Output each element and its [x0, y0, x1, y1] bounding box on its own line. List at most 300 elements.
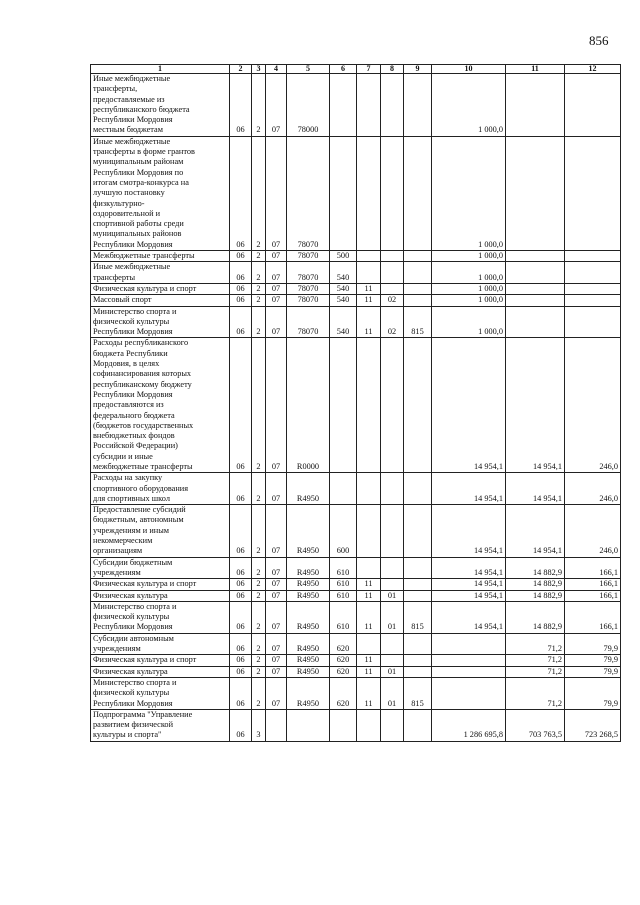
row-label: [91, 295, 230, 306]
cell-col-9: [404, 655, 432, 666]
row-label: [91, 74, 230, 137]
row-label-line: Физическая культура и спорт: [93, 579, 197, 589]
row-label-line: Физическая культура: [93, 590, 168, 600]
cell-col-2: 06: [230, 557, 252, 579]
cell-col-3: 2: [252, 473, 266, 505]
row-label-line: оздоровительной и: [93, 208, 161, 218]
cell-col-11: [506, 283, 565, 294]
cell-col-5: R4950: [287, 590, 330, 601]
column-header-1: 1: [91, 65, 230, 74]
row-label-line: федерального бюджета: [93, 410, 175, 420]
cell-col-4: 07: [266, 505, 287, 557]
cell-col-3: 2: [252, 677, 266, 709]
row-label-line: развитием физической: [93, 720, 174, 730]
cell-col-8: [381, 283, 404, 294]
cell-col-6: [330, 709, 357, 741]
cell-col-4: 07: [266, 283, 287, 294]
cell-col-10: 1 000,0: [432, 262, 506, 284]
table-row: [91, 579, 621, 590]
cell-col-7: 11: [357, 677, 381, 709]
cell-col-9: [404, 579, 432, 590]
cell-col-8: [381, 262, 404, 284]
cell-col-7: 11: [357, 590, 381, 601]
row-label-line: учреждениям: [93, 567, 141, 577]
row-label: [91, 677, 230, 709]
row-label: [91, 473, 230, 505]
row-label-line: физкультурно-: [93, 198, 145, 208]
cell-col-9: [404, 74, 432, 137]
row-label: [91, 262, 230, 284]
column-header-10: 10: [432, 65, 506, 74]
cell-col-12: [565, 251, 621, 262]
row-label: [91, 633, 230, 655]
cell-col-6: 620: [330, 633, 357, 655]
row-label: [91, 557, 230, 579]
cell-col-2: 06: [230, 136, 252, 250]
cell-col-7: 11: [357, 666, 381, 677]
cell-col-2: 06: [230, 677, 252, 709]
cell-col-8: [381, 338, 404, 473]
row-label-line: муниципальным районам: [93, 157, 184, 167]
cell-col-5: R4950: [287, 557, 330, 579]
cell-col-12: [565, 295, 621, 306]
row-label-line: Иные межбюджетные: [93, 262, 171, 272]
row-label-line: Физическая культура и спорт: [93, 655, 197, 665]
cell-col-9: 815: [404, 306, 432, 338]
row-label-line: местным бюджетам: [93, 125, 163, 135]
cell-col-5: R4950: [287, 579, 330, 590]
cell-col-9: [404, 473, 432, 505]
cell-col-5: [287, 709, 330, 741]
cell-col-4: 07: [266, 262, 287, 284]
cell-col-10: [432, 655, 506, 666]
table-row: [91, 306, 621, 338]
table-row: [91, 251, 621, 262]
cell-col-6: 600: [330, 505, 357, 557]
column-header-4: 4: [266, 65, 287, 74]
row-label-line: культуры и спорта": [93, 730, 162, 740]
cell-col-5: R4950: [287, 677, 330, 709]
cell-col-8: [381, 709, 404, 741]
table-row: [91, 633, 621, 655]
cell-col-9: [404, 338, 432, 473]
cell-col-5: R4950: [287, 473, 330, 505]
column-header-8: 8: [381, 65, 404, 74]
column-header-12: 12: [565, 65, 621, 74]
cell-col-10: [432, 677, 506, 709]
column-header-2: 2: [230, 65, 252, 74]
cell-col-5: R4950: [287, 601, 330, 633]
cell-col-7: [357, 262, 381, 284]
cell-col-11: 14 882,9: [506, 557, 565, 579]
row-label-line: Расходы на закупку: [93, 473, 163, 483]
cell-col-10: 14 954,1: [432, 338, 506, 473]
row-label: [91, 283, 230, 294]
cell-col-12: 166,1: [565, 601, 621, 633]
cell-col-3: 2: [252, 283, 266, 294]
row-label-line: Министерство спорта и: [93, 601, 177, 611]
cell-col-10: 1 000,0: [432, 251, 506, 262]
cell-col-7: [357, 557, 381, 579]
cell-col-4: 07: [266, 590, 287, 601]
cell-col-7: [357, 505, 381, 557]
cell-col-2: 06: [230, 579, 252, 590]
cell-col-2: 06: [230, 709, 252, 741]
row-label-line: Мордовия, в целях: [93, 359, 160, 369]
row-label-line: для спортивных школ: [93, 493, 170, 503]
cell-col-9: [404, 283, 432, 294]
cell-col-10: 14 954,1: [432, 473, 506, 505]
cell-col-3: 2: [252, 74, 266, 137]
row-label-line: учреждениям и иным: [93, 525, 170, 535]
row-label: [91, 579, 230, 590]
cell-col-6: 620: [330, 655, 357, 666]
cell-col-12: [565, 74, 621, 137]
column-header-11: 11: [506, 65, 565, 74]
cell-col-6: [330, 338, 357, 473]
cell-col-4: 07: [266, 601, 287, 633]
cell-col-11: 14 954,1: [506, 505, 565, 557]
row-label-line: Иные межбюджетные: [93, 74, 171, 83]
cell-col-5: 78070: [287, 306, 330, 338]
row-label: [91, 306, 230, 338]
table-row: [91, 505, 621, 557]
row-label-line: (бюджетов государственных: [93, 420, 194, 430]
cell-col-7: 11: [357, 306, 381, 338]
cell-col-9: [404, 633, 432, 655]
cell-col-9: 815: [404, 677, 432, 709]
cell-col-10: 14 954,1: [432, 557, 506, 579]
cell-col-2: 06: [230, 601, 252, 633]
row-label-line: софинансирования которых: [93, 369, 192, 379]
cell-col-7: [357, 633, 381, 655]
cell-col-3: 2: [252, 251, 266, 262]
cell-col-3: 2: [252, 306, 266, 338]
cell-col-2: 06: [230, 262, 252, 284]
row-label-line: Республики Мордовия: [93, 698, 173, 708]
cell-col-6: 610: [330, 590, 357, 601]
page-number: 856: [589, 33, 609, 48]
cell-col-3: 2: [252, 338, 266, 473]
cell-col-8: 01: [381, 677, 404, 709]
row-label-line: Иные межбюджетные: [93, 136, 171, 146]
cell-col-4: 07: [266, 473, 287, 505]
cell-col-10: 1 000,0: [432, 74, 506, 137]
column-header-6: 6: [330, 65, 357, 74]
cell-col-2: 06: [230, 505, 252, 557]
row-label-line: межбюджетные трансферты: [93, 461, 193, 471]
row-label-line: Субсидии автономным: [93, 633, 174, 643]
cell-col-8: 02: [381, 306, 404, 338]
cell-col-7: [357, 709, 381, 741]
cell-col-8: [381, 74, 404, 137]
row-label: [91, 655, 230, 666]
cell-col-6: [330, 74, 357, 137]
cell-col-12: [565, 306, 621, 338]
cell-col-3: 2: [252, 295, 266, 306]
cell-col-9: [404, 557, 432, 579]
row-label-line: учреждениям: [93, 644, 141, 654]
row-label-line: спортивной работы среди: [93, 219, 184, 229]
cell-col-7: [357, 74, 381, 137]
cell-col-8: [381, 655, 404, 666]
cell-col-2: 06: [230, 655, 252, 666]
table-row: [91, 473, 621, 505]
cell-col-3: 2: [252, 262, 266, 284]
cell-col-11: [506, 295, 565, 306]
cell-col-8: 01: [381, 601, 404, 633]
cell-col-11: [506, 251, 565, 262]
cell-col-12: [565, 283, 621, 294]
table-row: [91, 709, 621, 741]
cell-col-12: 723 268,5: [565, 709, 621, 741]
cell-col-7: [357, 473, 381, 505]
cell-col-4: 07: [266, 251, 287, 262]
cell-col-6: [330, 136, 357, 250]
row-label-line: Республики Мордовия: [93, 389, 173, 399]
cell-col-8: [381, 557, 404, 579]
cell-col-11: 14 882,9: [506, 601, 565, 633]
cell-col-7: 11: [357, 655, 381, 666]
cell-col-12: 166,1: [565, 590, 621, 601]
cell-col-8: [381, 579, 404, 590]
row-label-line: трансферты в форме грантов: [93, 147, 195, 157]
cell-col-7: [357, 136, 381, 250]
cell-col-10: 1 000,0: [432, 136, 506, 250]
row-label-line: физической культуры: [93, 612, 170, 622]
cell-col-7: 11: [357, 283, 381, 294]
table-row: [91, 666, 621, 677]
cell-col-8: [381, 136, 404, 250]
row-label-line: трансферты,: [93, 84, 138, 94]
cell-col-10: 14 954,1: [432, 505, 506, 557]
cell-col-7: [357, 338, 381, 473]
table-row: [91, 262, 621, 284]
cell-col-7: 11: [357, 579, 381, 590]
cell-col-10: 1 000,0: [432, 295, 506, 306]
cell-col-4: [266, 709, 287, 741]
cell-col-11: [506, 262, 565, 284]
row-label-line: внебюджетных фондов: [93, 431, 175, 441]
row-label-line: Физическая культура и спорт: [93, 283, 197, 293]
cell-col-3: 2: [252, 655, 266, 666]
cell-col-9: [404, 295, 432, 306]
cell-col-11: [506, 136, 565, 250]
cell-col-4: 07: [266, 633, 287, 655]
cell-col-4: 07: [266, 677, 287, 709]
cell-col-10: 14 954,1: [432, 590, 506, 601]
cell-col-3: 2: [252, 666, 266, 677]
cell-col-5: 78070: [287, 295, 330, 306]
cell-col-6: 540: [330, 295, 357, 306]
row-label-line: Республики Мордовия по: [93, 167, 184, 177]
cell-col-8: 01: [381, 590, 404, 601]
row-label-line: спортивного оборудования: [93, 483, 189, 493]
cell-col-6: 540: [330, 306, 357, 338]
cell-col-6: 540: [330, 262, 357, 284]
cell-col-6: 610: [330, 579, 357, 590]
cell-col-5: 78070: [287, 136, 330, 250]
cell-col-9: [404, 709, 432, 741]
cell-col-5: R0000: [287, 338, 330, 473]
cell-col-9: 815: [404, 601, 432, 633]
cell-col-4: 07: [266, 306, 287, 338]
row-label-line: Республики Мордовия: [93, 622, 173, 632]
row-label: [91, 601, 230, 633]
cell-col-11: [506, 306, 565, 338]
row-label-line: лучшую постановку: [93, 188, 165, 198]
cell-col-12: 79,9: [565, 666, 621, 677]
cell-col-10: 1 286 695,8: [432, 709, 506, 741]
row-label-line: предоставляются из: [93, 400, 164, 410]
cell-col-5: R4950: [287, 666, 330, 677]
cell-col-6: 620: [330, 666, 357, 677]
cell-col-3: 2: [252, 505, 266, 557]
cell-col-9: [404, 136, 432, 250]
cell-col-5: R4950: [287, 633, 330, 655]
row-label-line: Массовый спорт: [93, 295, 152, 305]
table-row: [91, 590, 621, 601]
cell-col-11: 71,2: [506, 677, 565, 709]
cell-col-11: 14 882,9: [506, 579, 565, 590]
cell-col-12: 166,1: [565, 579, 621, 590]
cell-col-7: [357, 251, 381, 262]
cell-col-3: 2: [252, 601, 266, 633]
row-label: [91, 666, 230, 677]
cell-col-9: [404, 262, 432, 284]
row-label-line: предоставляемые из: [93, 94, 165, 104]
cell-col-3: 2: [252, 557, 266, 579]
table-row: [91, 283, 621, 294]
cell-col-12: 79,9: [565, 677, 621, 709]
row-label-line: Республики Мордовия: [93, 115, 173, 125]
cell-col-11: 71,2: [506, 666, 565, 677]
cell-col-9: [404, 505, 432, 557]
cell-col-8: 01: [381, 666, 404, 677]
cell-col-5: 78000: [287, 74, 330, 137]
row-label-line: Республики Мордовия: [93, 239, 173, 249]
row-label-line: физической культуры: [93, 688, 170, 698]
cell-col-3: 3: [252, 709, 266, 741]
cell-col-2: 06: [230, 633, 252, 655]
column-header-3: 3: [252, 65, 266, 74]
cell-col-8: [381, 505, 404, 557]
table-row: [91, 655, 621, 666]
cell-col-6: 540: [330, 283, 357, 294]
cell-col-2: 06: [230, 590, 252, 601]
cell-col-4: 07: [266, 666, 287, 677]
row-label-line: Министерство спорта и: [93, 677, 177, 687]
cell-col-5: 78070: [287, 283, 330, 294]
cell-col-8: 02: [381, 295, 404, 306]
cell-col-10: [432, 666, 506, 677]
cell-col-8: [381, 473, 404, 505]
cell-col-2: 06: [230, 74, 252, 137]
cell-col-2: 06: [230, 338, 252, 473]
row-label-line: физической культуры: [93, 316, 170, 326]
table-row: [91, 601, 621, 633]
row-label: [91, 136, 230, 250]
cell-col-3: 2: [252, 136, 266, 250]
cell-col-5: R4950: [287, 505, 330, 557]
cell-col-9: [404, 590, 432, 601]
cell-col-10: 1 000,0: [432, 306, 506, 338]
cell-col-7: 11: [357, 601, 381, 633]
cell-col-2: 06: [230, 251, 252, 262]
row-label-line: Физическая культура: [93, 666, 168, 676]
cell-col-4: 07: [266, 74, 287, 137]
row-label-line: Министерство спорта и: [93, 306, 177, 316]
table-row: [91, 74, 621, 137]
cell-col-11: 14 882,9: [506, 590, 565, 601]
cell-col-5: 78070: [287, 262, 330, 284]
row-label-line: Предоставление субсидий: [93, 505, 186, 515]
row-label-line: итогам смотра-конкурса на: [93, 177, 189, 187]
row-label-line: организациям: [93, 546, 143, 556]
cell-col-3: 2: [252, 590, 266, 601]
row-label-line: республиканского бюджета: [93, 104, 190, 114]
row-label: [91, 590, 230, 601]
cell-col-12: 79,9: [565, 633, 621, 655]
cell-col-12: [565, 262, 621, 284]
cell-col-12: 246,0: [565, 338, 621, 473]
cell-col-4: 07: [266, 295, 287, 306]
cell-col-7: 11: [357, 295, 381, 306]
row-label-line: республиканскому бюджету: [93, 379, 192, 389]
table-row: [91, 136, 621, 250]
row-label-line: трансферты: [93, 272, 136, 282]
cell-col-3: 2: [252, 579, 266, 590]
row-label: [91, 709, 230, 741]
cell-col-6: 620: [330, 677, 357, 709]
cell-col-12: 166,1: [565, 557, 621, 579]
table-body: [91, 74, 621, 742]
row-label-line: бюджетным, автономным: [93, 515, 184, 525]
column-header-9: 9: [404, 65, 432, 74]
cell-col-10: 1 000,0: [432, 283, 506, 294]
row-label-line: Подпрограмма "Управление: [93, 709, 193, 719]
row-label: [91, 251, 230, 262]
cell-col-10: 14 954,1: [432, 601, 506, 633]
cell-col-6: 610: [330, 601, 357, 633]
row-label-line: Расходы республиканского: [93, 338, 189, 348]
cell-col-4: 07: [266, 579, 287, 590]
cell-col-9: [404, 666, 432, 677]
cell-col-12: [565, 136, 621, 250]
cell-col-2: 06: [230, 473, 252, 505]
row-label-line: бюджета Республики: [93, 348, 168, 358]
column-header-7: 7: [357, 65, 381, 74]
row-label: [91, 505, 230, 557]
budget-table: [90, 64, 621, 742]
row-label-line: муниципальных районов: [93, 229, 182, 239]
cell-col-11: [506, 74, 565, 137]
column-header-5: 5: [287, 65, 330, 74]
row-label-line: Республики Мордовия: [93, 327, 173, 337]
cell-col-11: 71,2: [506, 633, 565, 655]
cell-col-11: 703 763,5: [506, 709, 565, 741]
cell-col-2: 06: [230, 283, 252, 294]
cell-col-5: R4950: [287, 655, 330, 666]
cell-col-11: 71,2: [506, 655, 565, 666]
cell-col-4: 07: [266, 557, 287, 579]
cell-col-4: 07: [266, 338, 287, 473]
cell-col-11: 14 954,1: [506, 338, 565, 473]
header-row: [91, 65, 621, 74]
row-label-line: некоммерческим: [93, 536, 153, 546]
cell-col-12: 79,9: [565, 655, 621, 666]
table-row: [91, 557, 621, 579]
